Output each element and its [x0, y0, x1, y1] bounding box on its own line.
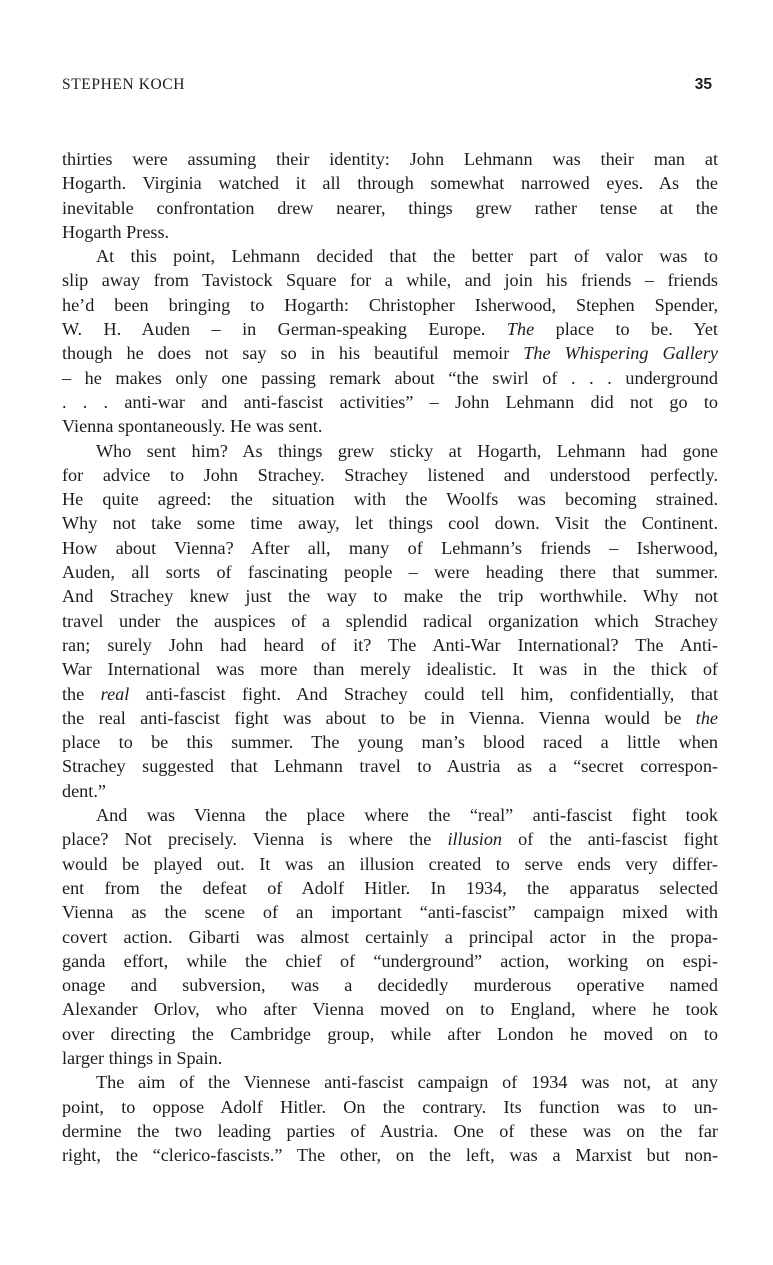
text-run: . . . anti-war and anti-fascist activities” – John Lehmann did not go to	[62, 391, 718, 412]
text-run: point, to oppose Adolf Hitler. On the contrary. Its function was to un-	[62, 1096, 718, 1117]
text-run: Who sent him? As things grew sticky at Hogarth, Lehmann had gone	[96, 440, 718, 461]
text-run: the	[62, 683, 101, 704]
text-line	[62, 803, 718, 827]
text-run: over directing the Cambridge group, while after London he moved on to	[62, 1023, 718, 1044]
text-line	[62, 439, 718, 463]
text-line	[62, 414, 718, 438]
text-line	[62, 366, 718, 390]
italic-text: The	[506, 319, 535, 340]
text-run: W. H. Auden – in German-speaking Europe.	[62, 319, 507, 340]
text-run: place to be this summer. The young man’s blood raced a little when	[62, 732, 718, 753]
text-run: though he does not say so in his beautiful memoir	[62, 343, 524, 364]
text-line	[62, 244, 718, 268]
text-run: At this point, Lehmann decided that the better part of valor was to	[96, 246, 718, 267]
text-run: And Strachey knew just the way to make the trip worthwhile. Why not	[62, 586, 718, 607]
text-line	[62, 1095, 718, 1119]
text-run: place? Not precisely. Vienna is where the	[62, 829, 448, 850]
text-run: the real anti-fascist fight was about to be in Vienna. Vienna would be	[62, 707, 696, 728]
text-run: Strachey suggested that Lehmann travel to Austria as a “secret correspon-	[62, 756, 718, 777]
text-run: would be played out. It was an illusion created to serve ends very differ-	[62, 853, 718, 874]
text-run: Why not take some time away, let things cool down. Visit the Continent.	[62, 513, 718, 534]
text-run: He quite agreed: the situation with the Woolfs was becoming strained.	[62, 489, 718, 510]
text-run: ganda effort, while the chief of “underground” action, working on espi-	[62, 950, 718, 971]
text-line	[62, 487, 718, 511]
text-line	[62, 147, 718, 171]
text-run: Vienna as the scene of an important “anti-fascist” campaign mixed with	[62, 902, 718, 923]
text-line	[62, 609, 718, 633]
text-line	[62, 1143, 718, 1167]
body-text	[62, 147, 718, 1167]
text-run: Auden, all sorts of fascinating people – were heading there that summer.	[62, 562, 718, 583]
text-line	[62, 560, 718, 584]
text-line	[62, 341, 718, 365]
text-line	[62, 925, 718, 949]
text-line	[62, 657, 718, 681]
text-run: slip away from Tavistock Square for a while, and join his friends – friends	[62, 270, 718, 291]
text-run: covert action. Gibarti was almost certainly a principal actor in the propa-	[62, 926, 718, 947]
text-line	[62, 997, 718, 1021]
text-run: thirties were assuming their identity: John Lehmann was their man at	[62, 149, 718, 169]
text-line	[62, 171, 718, 195]
text-run: ran; surely John had heard of it? The Anti-War International? The Anti-	[62, 634, 718, 655]
text-run: travel under the auspices of a splendid radical organization which Strachey	[62, 610, 718, 631]
text-line	[62, 220, 718, 244]
text-run: place to be. Yet	[534, 319, 718, 340]
text-run: of the anti-fascist fight	[502, 829, 718, 850]
italic-text: real	[100, 683, 130, 704]
text-line	[62, 852, 718, 876]
text-run: right, the “clerico-fascists.” The other, on the left, was a Marxist but non-	[62, 1145, 718, 1166]
text-run: War International was more than merely idealistic. It was in the thick of	[62, 659, 718, 680]
text-line	[62, 682, 718, 706]
text-line	[62, 754, 718, 778]
page-number: 35	[694, 76, 712, 93]
text-line	[62, 511, 718, 535]
italic-text: illusion	[447, 829, 503, 850]
text-run: ent from the defeat of Adolf Hitler. In 1934, the apparatus selected	[62, 877, 718, 898]
text-line	[62, 390, 718, 414]
text-run: dermine the two leading parties of Austria. One of these was on the far	[62, 1120, 718, 1141]
text-run: Hogarth Press.	[62, 221, 170, 242]
text-run: – he makes only one passing remark about “the swirl of . . . underground	[62, 367, 718, 388]
text-run: inevitable confrontation drew nearer, things grew rather tense at the	[62, 197, 718, 218]
text-line	[62, 706, 718, 730]
running-head	[62, 76, 712, 96]
italic-text: The Whispering Gallery	[523, 343, 719, 364]
text-run: Vienna spontaneously. He was sent.	[62, 416, 323, 437]
text-line	[62, 268, 718, 292]
text-run: he’d been bringing to Hogarth: Christopher Isherwood, Stephen Spender,	[62, 294, 718, 315]
text-line	[62, 633, 718, 657]
text-line	[62, 196, 718, 220]
text-run: Hogarth. Virginia watched it all through somewhat narrowed eyes. As the	[62, 173, 718, 194]
running-head-author: STEPHEN KOCH	[62, 76, 186, 93]
text-line	[62, 317, 718, 341]
text-run: larger things in Spain.	[62, 1047, 223, 1068]
text-line	[62, 973, 718, 997]
text-run: anti-fascist fight. And Strachey could tell him, confidentially, that	[129, 683, 718, 704]
text-line	[62, 1070, 718, 1094]
text-line	[62, 730, 718, 754]
text-line	[62, 1022, 718, 1046]
text-line	[62, 1046, 718, 1070]
text-run: How about Vienna? After all, many of Lehmann’s friends – Isherwood,	[62, 537, 718, 558]
text-line	[62, 293, 718, 317]
text-line	[62, 1119, 718, 1143]
text-run: And was Vienna the place where the “real” anti-fascist fight took	[96, 805, 718, 826]
text-run: Alexander Orlov, who after Vienna moved on to England, where he took	[62, 999, 718, 1020]
text-line	[62, 584, 718, 608]
text-line	[62, 949, 718, 973]
text-line	[62, 779, 718, 803]
text-run: onage and subversion, was a decidedly murderous operative named	[62, 975, 718, 996]
italic-text: the	[695, 707, 718, 728]
text-run: dent.”	[62, 780, 106, 801]
text-line	[62, 876, 718, 900]
text-line	[62, 463, 718, 487]
text-line	[62, 900, 718, 924]
text-line	[62, 827, 718, 851]
text-run: The aim of the Viennese anti-fascist campaign of 1934 was not, at any	[96, 1072, 718, 1093]
text-run: for advice to John Strachey. Strachey listened and understood perfectly.	[62, 464, 718, 485]
text-line	[62, 536, 718, 560]
